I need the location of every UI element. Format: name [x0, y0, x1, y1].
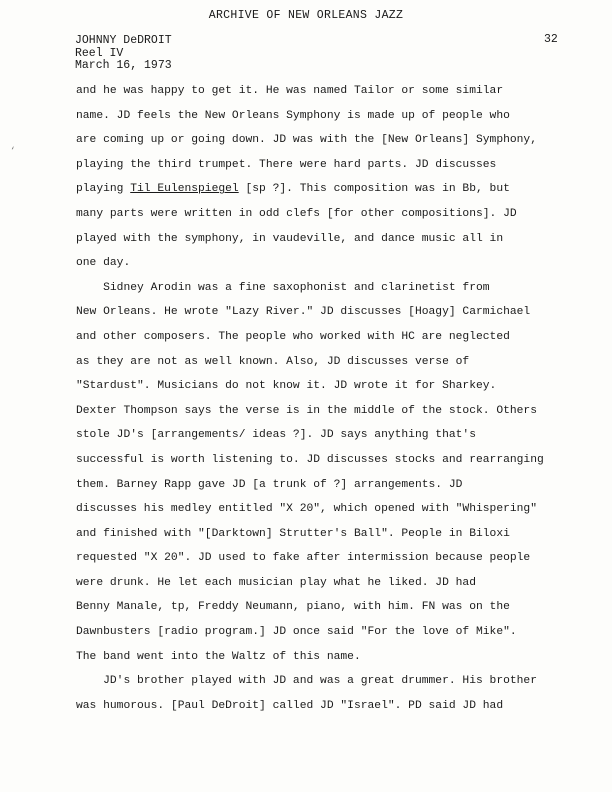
transcript-line: [76, 177, 596, 202]
transcript-line: are coming up or going down. JD was with the [New Orleans] Symphony,: [76, 134, 537, 147]
interview-meta: [75, 35, 172, 73]
transcript-body: [76, 79, 596, 718]
transcript-line: discusses his medley entitled "X 20", which opened with "Whispering": [76, 503, 537, 516]
transcript-line: many parts were written in odd clefs [for other compositions]. JD: [76, 207, 517, 220]
reel-label: Reel IV: [75, 46, 124, 60]
transcript-line: one day.: [76, 257, 131, 270]
transcript-line: played with the symphony, in vaudeville, and dance music all in: [76, 232, 504, 245]
transcript-line: requested "X 20". JD used to fake after intermission because people: [76, 552, 531, 565]
scan-mark: ‘: [10, 146, 16, 156]
transcript-line: name. JD feels the New Orleans Symphony is made up of people who: [76, 109, 510, 122]
transcript-line: them. Barney Rapp gave JD [a trunk of ?] arrangements. JD: [76, 478, 463, 491]
transcript-line: playing the third trumpet. There were hard parts. JD discusses: [76, 158, 497, 171]
transcript-line: JD's brother played with JD and was a great drummer. His brother: [76, 675, 537, 688]
transcript-line: and other composers. The people who worked with HC are neglected: [76, 330, 510, 343]
page-number: 32: [544, 33, 558, 46]
transcript-line: Dexter Thompson says the verse is in the middle of the stock. Others: [76, 404, 537, 417]
composition-title: Til Eulenspiegel: [130, 183, 239, 196]
archive-header: ARCHIVE OF NEW ORLEANS JAZZ: [208, 9, 404, 22]
transcript-line: Benny Manale, tp, Freddy Neumann, piano, with him. FN was on the: [76, 601, 510, 614]
transcript-line: was humorous. [Paul DeDroit] called JD "Israel". PD said JD had: [76, 699, 504, 712]
transcript-line: were drunk. He let each musician play what he liked. JD had: [76, 576, 476, 589]
transcript-line: Sidney Arodin was a fine saxophonist and clarinetist from: [76, 281, 490, 294]
transcript-line: "Stardust". Musicians do not know it. JD wrote it for Sharkey.: [76, 380, 497, 393]
line-text: [sp ?]. This composition was in Bb, but: [238, 183, 510, 196]
line-text: playing: [76, 183, 131, 196]
interview-date: March 16, 1973: [75, 59, 172, 72]
transcript-line: stole JD's [arrangements/ ideas ?]. JD says anything that's: [76, 429, 476, 442]
interviewee-name: JOHNNY DeDROIT: [75, 34, 172, 47]
transcript-line: as they are not as well known. Also, JD discusses verse of: [76, 355, 470, 368]
transcript-line: and he was happy to get it. He was named Tailor or some similar: [76, 85, 504, 97]
transcript-line: and finished with "[Darktown] Strutter's Ball". People in Biloxi: [76, 527, 510, 540]
transcript-line: successful is worth listening to. JD discusses stocks and rearranging: [76, 453, 544, 466]
transcript-line: New Orleans. He wrote "Lazy River." JD discusses [Hoagy] Carmichael: [76, 306, 531, 319]
transcript-line: Dawnbusters [radio program.] JD once said "For the love of Mike".: [76, 626, 517, 639]
transcript-line: The band went into the Waltz of this name.: [76, 650, 361, 663]
